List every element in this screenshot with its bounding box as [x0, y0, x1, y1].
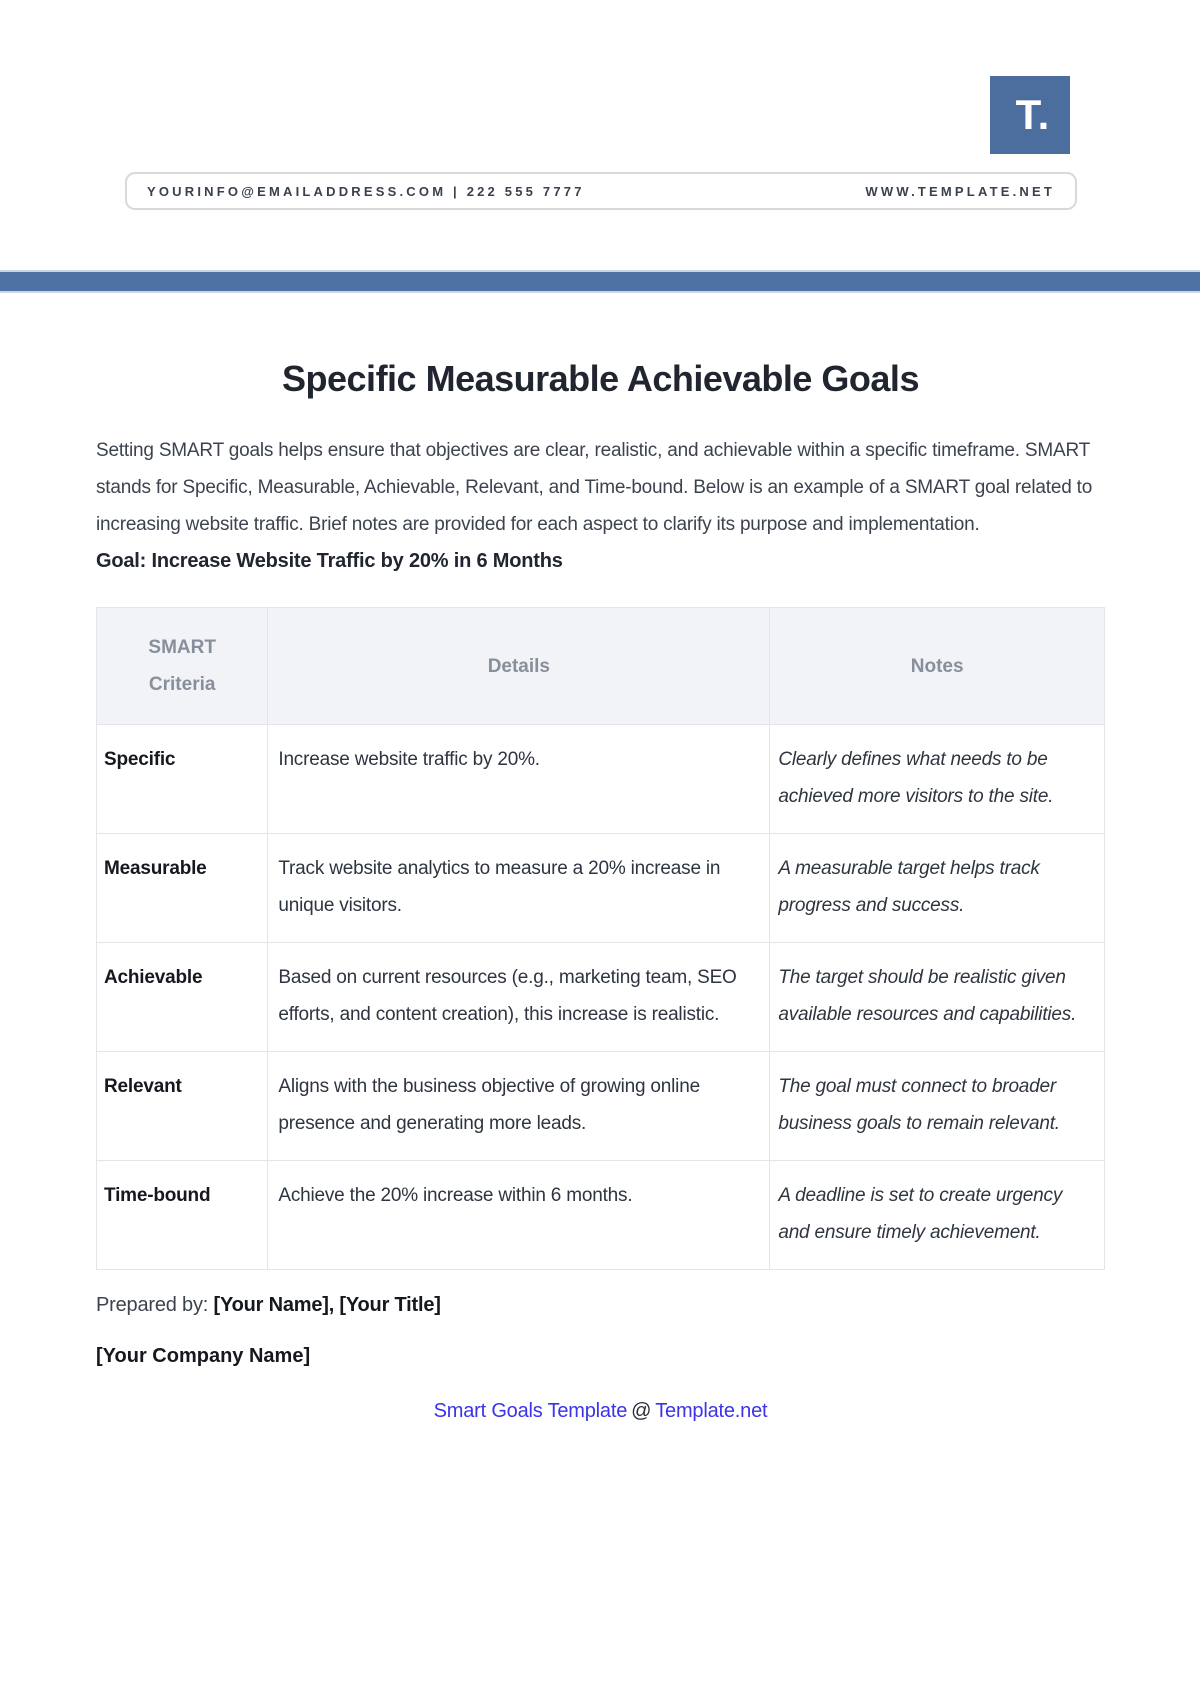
logo-letter: T.	[1015, 91, 1051, 138]
table-row	[97, 1161, 1105, 1270]
notes-achievable: The target should be realistic given available resources and capabilities.	[770, 943, 1105, 1052]
notes-time-bound: A deadline is set to create urgency and ensure timely achievement.	[770, 1161, 1105, 1270]
at-sign: @	[631, 1400, 652, 1422]
contact-email-phone: YOURINFO@EMAILADDRESS.COM | 222 555 7777	[147, 183, 585, 199]
details-achievable: Based on current resources (e.g., marketing team, SEO efforts, and content creation), this increase is realistic.	[268, 943, 770, 1052]
details-measurable: Track website analytics to measure a 20% increase in unique visitors.	[268, 834, 770, 943]
criteria-time-bound: Time-bound	[97, 1161, 268, 1270]
table-row	[97, 943, 1105, 1052]
intro-paragraph: Setting SMART goals helps ensure that objectives are clear, realistic, and achievable within a specific timeframe. SMART stands for Specific, Measurable, Achievable, Relevant, and Time-bound. Below is an example of a SMART goal related to increasing website traffic. Brief notes are provided for each aspect to clarify its purpose and implementation.	[96, 440, 1093, 535]
details-specific: Increase website traffic by 20%.	[268, 725, 770, 834]
attribution-line	[96, 1400, 1105, 1423]
table-header-row	[97, 608, 1105, 725]
notes-measurable: A measurable target helps track progress and success.	[770, 834, 1105, 943]
company-name: [Your Company Name]	[96, 1345, 311, 1367]
goal-statement: Goal: Increase Website Traffic by 20% in 6 Months	[96, 550, 563, 572]
details-time-bound: Achieve the 20% increase within 6 months.	[268, 1161, 770, 1270]
criteria-specific: Specific	[97, 725, 268, 834]
letterhead-contact-bar	[125, 172, 1077, 210]
header-notes: Notes	[770, 608, 1105, 725]
accent-divider-bar	[0, 270, 1200, 293]
page-title: Specific Measurable Achievable Goals	[282, 358, 919, 399]
details-relevant: Aligns with the business objective of growing online presence and generating more leads.	[268, 1052, 770, 1161]
criteria-relevant: Relevant	[97, 1052, 268, 1161]
table-row	[97, 834, 1105, 943]
template-link[interactable]: Smart Goals Template	[433, 1400, 628, 1422]
criteria-achievable: Achievable	[97, 943, 268, 1052]
document-body	[96, 358, 1105, 1423]
notes-relevant: The goal must connect to broader business goals to remain relevant.	[770, 1052, 1105, 1161]
table-row	[97, 725, 1105, 834]
smart-goals-table	[96, 607, 1105, 1270]
template-net-link[interactable]: Template.net	[655, 1400, 768, 1422]
header-smart-criteria: SMART Criteria	[97, 608, 268, 725]
website-url: WWW.TEMPLATE.NET	[865, 183, 1055, 199]
notes-specific: Clearly defines what needs to be achieved more visitors to the site.	[770, 725, 1105, 834]
table-row	[97, 1052, 1105, 1161]
criteria-measurable: Measurable	[97, 834, 268, 943]
prepared-by-line	[96, 1294, 1105, 1317]
header-details: Details	[268, 608, 770, 725]
prepared-by-label: Prepared by:	[96, 1294, 209, 1316]
template-net-logo	[990, 76, 1070, 154]
prepared-by-value: [Your Name], [Your Title]	[213, 1294, 441, 1316]
